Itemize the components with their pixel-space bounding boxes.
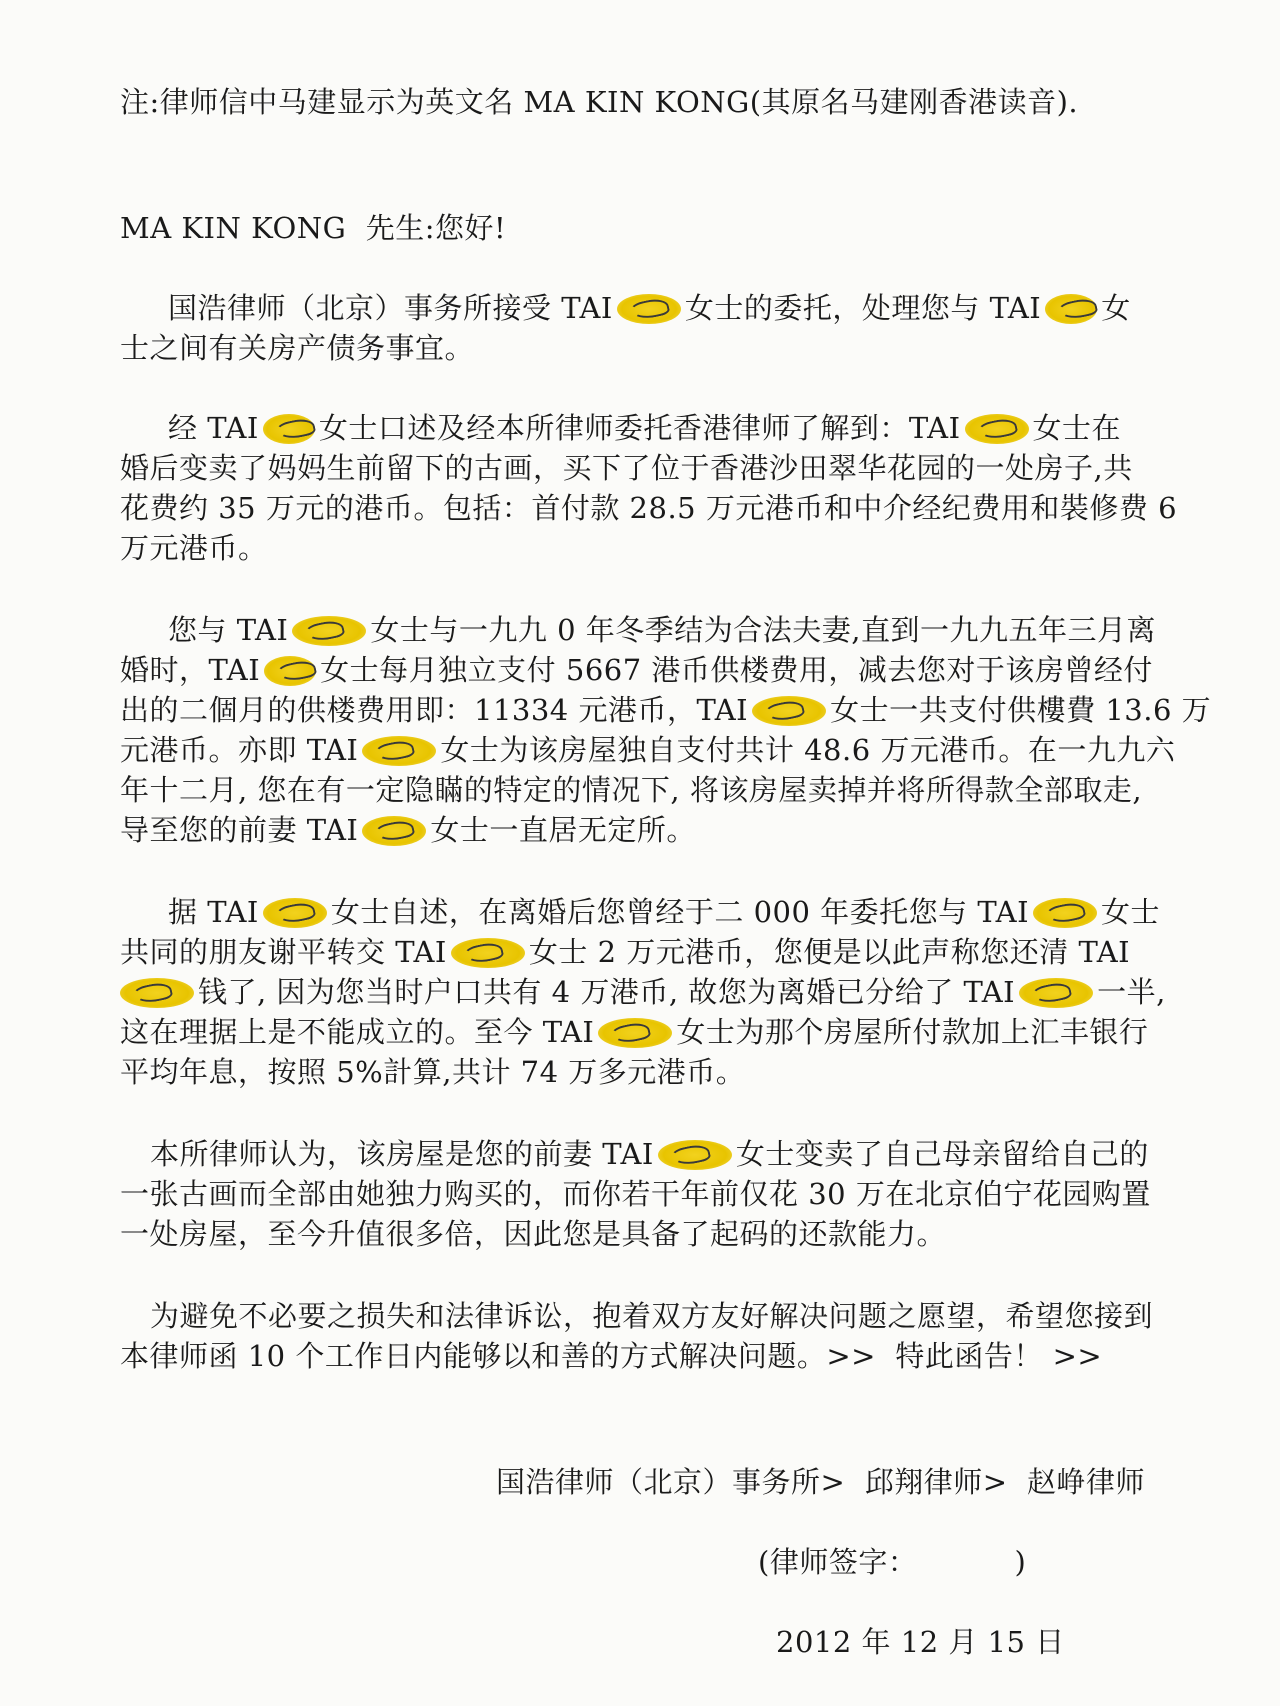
p2-line3: 花费约 35 万元的港币。包括：首付款 28.5 万元港币和中介经纪费用和裝修费 6 [120, 491, 1178, 525]
p3-text-a: 出的二個月的供楼费用即：11334 元港币，TAI [120, 693, 749, 727]
p4-text-a: 共同的朋友谢平转交 TAI [120, 935, 447, 969]
p4-text-b: 女士 2 万元港币，您便是以此声称您还清 TAI [528, 935, 1131, 969]
p4-line3 [120, 972, 1166, 1012]
p4-text-c: 一半, [1097, 975, 1166, 1009]
note-line: 注:律师信中马建显示为英文名 MA KIN KONG(其原名马建刚香港读音). [120, 85, 1079, 119]
redaction-mark [617, 294, 681, 324]
p4-line4 [120, 1012, 1148, 1052]
p5-text-b: 女士变卖了自己母亲留给自己的 [735, 1137, 1149, 1171]
redaction-mark [263, 414, 315, 444]
redaction-mark [1033, 898, 1097, 928]
p3-text-b: 女士每月独立支付 5667 港币供楼费用，减去您对于该房曾经付 [320, 653, 1153, 687]
signature-firm: 国浩律师（北京）事务所> 邱翔律师> 赵峥律师 [496, 1465, 1145, 1499]
redaction-mark [264, 656, 316, 686]
p4-text-b: 女士为那个房屋所付款加上汇丰银行 [676, 1015, 1149, 1049]
p3-text-a: 导至您的前妻 TAI [120, 813, 359, 847]
p1-line2: 士之间有关房产债务事宜。 [120, 331, 475, 365]
p3-line4 [120, 730, 1175, 770]
p4-text-a: 据 TAI [168, 895, 259, 929]
p2-text-c: 女士在 [1032, 411, 1122, 445]
p2-line1 [168, 408, 1121, 448]
p4-text-b: 钱了, 因为您当时户口共有 4 万港币, 故您为离婚已分给了 TAI [198, 975, 1016, 1009]
redaction-mark [451, 938, 525, 968]
p4-text-c: 女士 [1101, 895, 1161, 929]
p3-line3 [120, 690, 1211, 730]
redaction-mark [658, 1140, 732, 1170]
signature-line: (律师签字： ) [758, 1545, 1027, 1579]
letter-date: 2012 年 12 月 15 日 [776, 1625, 1065, 1659]
p4-line1 [168, 892, 1160, 932]
redaction-mark [120, 978, 194, 1008]
p4-line2 [120, 932, 1130, 972]
p1-text-c: 女 [1101, 291, 1131, 325]
p2-line4: 万元港币。 [120, 531, 268, 565]
redaction-mark [362, 736, 436, 766]
p5-line3: 一处房屋，至今升值很多倍，因此您是具备了起码的还款能力。 [120, 1217, 947, 1251]
p6-line1: 为避免不必要之损失和法律诉讼，抱着双方友好解决问题之愿望，希望您接到 [150, 1299, 1154, 1333]
p3-line2 [120, 650, 1153, 690]
p5-line2: 一张古画而全部由她独力购买的，而你若干年前仅花 30 万在北京伯宁花园购置 [120, 1177, 1151, 1211]
p3-text-b: 女士与一九九 0 年冬季结为合法夫妻,直到一九九五年三月离 [370, 613, 1156, 647]
p3-text-a: 元港币。亦即 TAI [120, 733, 359, 767]
redaction-mark [1019, 978, 1093, 1008]
p3-line1 [168, 610, 1156, 650]
p3-text-b: 女士一共支付供樓費 13.6 万 [830, 693, 1212, 727]
p3-text-b: 女士一直居无定所。 [430, 813, 696, 847]
redaction-mark [598, 1018, 672, 1048]
p1-text-a: 国浩律师（北京）事务所接受 TAI [168, 291, 613, 325]
p2-text-a: 经 TAI [168, 411, 259, 445]
redaction-mark [1045, 294, 1097, 324]
p1-line1 [168, 288, 1131, 328]
p4-line5: 平均年息，按照 5%計算,共计 74 万多元港币。 [120, 1055, 746, 1089]
p3-text-a: 您与 TAI [168, 613, 289, 647]
salutation: MA KIN KONG 先生:您好! [120, 211, 507, 245]
redaction-mark [362, 816, 426, 846]
p3-text-b: 女士为该房屋独自支付共计 48.6 万元港币。在一九九六 [440, 733, 1176, 767]
p2-line2: 婚后变卖了妈妈生前留下的古画，买下了位于香港沙田翠华花园的一处房子,共 [120, 451, 1133, 485]
p6-line2: 本律师函 10 个工作日内能够以和善的方式解决问题。>> 特此函告！ >> [120, 1339, 1103, 1373]
redaction-mark [292, 616, 366, 646]
p5-text-a: 本所律师认为，该房屋是您的前妻 TAI [150, 1137, 654, 1171]
p1-text-b: 女士的委托，处理您与 TAI [684, 291, 1042, 325]
p3-text-a: 婚时，TAI [120, 653, 261, 687]
redaction-mark [752, 696, 826, 726]
p5-line1 [150, 1134, 1149, 1174]
p2-text-b: 女士口述及经本所律师委托香港律师了解到：TAI [318, 411, 961, 445]
redaction-mark [263, 898, 327, 928]
p3-line5: 年十二月, 您在有一定隐瞞的特定的情况下, 将该房屋卖掉并将所得款全部取走, [120, 773, 1143, 807]
redaction-mark [965, 414, 1029, 444]
p4-text-b: 女士自述，在离婚后您曾经于二 000 年委托您与 TAI [330, 895, 1030, 929]
p4-text-a: 这在理据上是不能成立的。至今 TAI [120, 1015, 595, 1049]
p3-line6 [120, 810, 696, 850]
